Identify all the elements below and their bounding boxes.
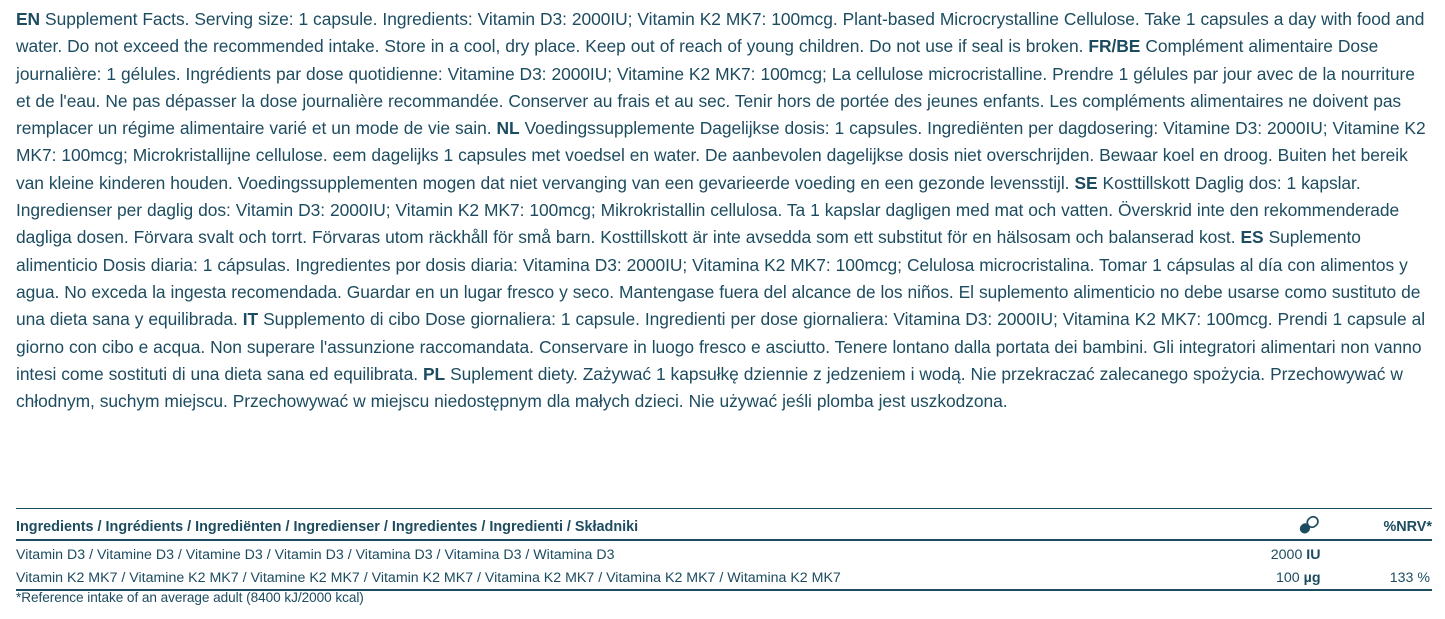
directions-text-nl: Voedingssupplemente Dagelijkse dosis: 1 capsules. Ingrediënten per dagdosering: Vitamine D3: 2000IU; Vitamine K2 MK7: 100mcg; Microkristallijne cellulose. eem dagelijks 1 capsules met voedsel en water. De aanbevolen dagelijkse dosis niet overschrijden. Bewaar koel en droog. Buiten het bereik van kleine kinderen houden. Voedingssupplementen mogen dat niet vervanging van een gevarieerde voeding en een gezonde levensstijl. [16, 118, 1426, 193]
directions-text-se: Kosttillskott Daglig dos: 1 kapslar. Ingredienser per daglig dos: Vitamin D3: 2000IU; Vitamin K2 MK7: 100mcg; Mikrokristallin cellulosa. Ta 1 kapslar dagligen med mat och vatten. Överskrid inte den rekommenderade dagliga dosen. Förvara svalt och torrt. Förvaras utom räckhåll för små barn. Kosttillskott är inte avsedda som ett substitut för en hälsosam och balanserad kost. [16, 172, 1400, 248]
language-code-en: EN [16, 9, 41, 29]
nutrition-facts-table [16, 508, 1432, 591]
directions-text-it: Supplemento di cibo Dose giornaliera: 1 capsule. Ingredienti per dose giornaliera: Vitamina D3: 2000IU; Vitamina K2 MK7: 100mcg. Prendi 1 capsule al giorno con cibo e acqua. Non superare l'assunzione raccomandata. Conservare in luogo fresco e asciutto. Tenere lontano dalla portata dei bambini. Gli integratori alimentari non vanno intesi come sostituti di una dieta sana ed equilibrata. [16, 309, 1426, 384]
cell-ingredient-name: Vitamin D3 / Vitamine D3 / Vitamine D3 / Vitamin D3 / Vitamina D3 / Vitamina D3 / Witamina D3 [16, 547, 615, 563]
table-header-row [16, 509, 1432, 541]
language-code-nl: NL [496, 118, 520, 139]
column-header-nrv: %NRV* [1322, 509, 1432, 541]
column-header-ingredients: Ingredients / Ingrédients / Ingrediënten / Ingredienser / Ingredientes / Ingredienti / Składniki [16, 509, 1203, 541]
amount-value: 100 [1276, 570, 1300, 586]
language-code-es: ES [1240, 227, 1264, 248]
amount-unit: µg [1303, 570, 1321, 586]
directions-text-es: Suplemento alimenticio Dosis diaria: 1 cápsulas. Ingredientes por dosis diaria: Vitamina D3: 2000IU; Vitamina K2 MK7: 100mcg; Celulosa microcristalina. Tomar 1 cápsulas al día con alimentos y agua. No exceda la ingesta recomendada. Guardar en un lugar fresco y seco. Mantengase fuera del alcance de los niños. El suplemento alimenticio no debe usarse como sustituto de una dieta sana y equilibrada. [16, 227, 1421, 330]
cell-ingredient-name: Vitamin K2 MK7 / Vitamine K2 MK7 / Vitamine K2 MK7 / Vitamin K2 MK7 / Vitamina K2 MK7 / Vitamina K2 MK7 / Witamina K2 MK7 [16, 564, 1203, 590]
language-code-se: SE [1074, 172, 1098, 193]
reference-intake-footnote: *Reference intake of an average adult (8400 kJ/2000 kcal) [16, 590, 364, 605]
directions-text-pl: Suplement diety. Zażywać 1 kapsułkę dziennie z jedzeniem i wodą. Nie przekraczać zalecanego spożycia. Przechowywać w chłodnym, suchym miejscu. Przechowywać w miejscu niedostępnym dla małych dzieci. Nie używać jeśli plomba jest uszkodzona. [16, 363, 1403, 412]
directions-text-frbe: Complément alimentaire Dose journalière: 1 gélules. Ingrédients par dose quotidienne: Vitamine D3: 2000IU; Vitamine K2 MK7: 100mcg; La cellulose microcristalline. Prendre 1 gélules par jour avec de la nourriture et de l'eau. Ne pas dépasser la dose journalière recommandée. Conserver au frais et au sec. Tenir hors de portée des jeunes enfants. Les compléments alimentaires ne doivent pas remplacer un régime alimentaire varié et un mode de vie sain. [16, 36, 1415, 139]
cell-nrv [1322, 540, 1432, 564]
cell-amount [1203, 540, 1322, 564]
column-header-amount [1203, 509, 1322, 541]
table-header [16, 509, 1432, 541]
capsule-icon [1296, 515, 1322, 535]
amount-unit: IU [1306, 547, 1321, 563]
table-body [16, 540, 1432, 590]
table-row [16, 540, 1432, 564]
cell-amount [1203, 564, 1322, 590]
table-row [16, 564, 1432, 590]
multilingual-directions-text [16, 6, 1432, 415]
language-code-frbe: FR/BE [1088, 36, 1141, 57]
amount-value: 2000 [1270, 547, 1303, 563]
language-code-pl: PL [422, 363, 446, 384]
language-code-it: IT [242, 309, 259, 330]
cell-nrv: 133 % [1322, 564, 1432, 590]
directions-text-en: Supplement Facts. Serving size: 1 capsule. Ingredients: Vitamin D3: 2000IU; Vitamin K2 MK7: 100mcg. Plant-based Microcrystalline Cellulose. Take 1 capsules a day with food and water. Do not exceed the recommended intake. Store in a cool, dry place. Keep out of reach of young children. Do not use if seal is broken. [16, 9, 1425, 57]
